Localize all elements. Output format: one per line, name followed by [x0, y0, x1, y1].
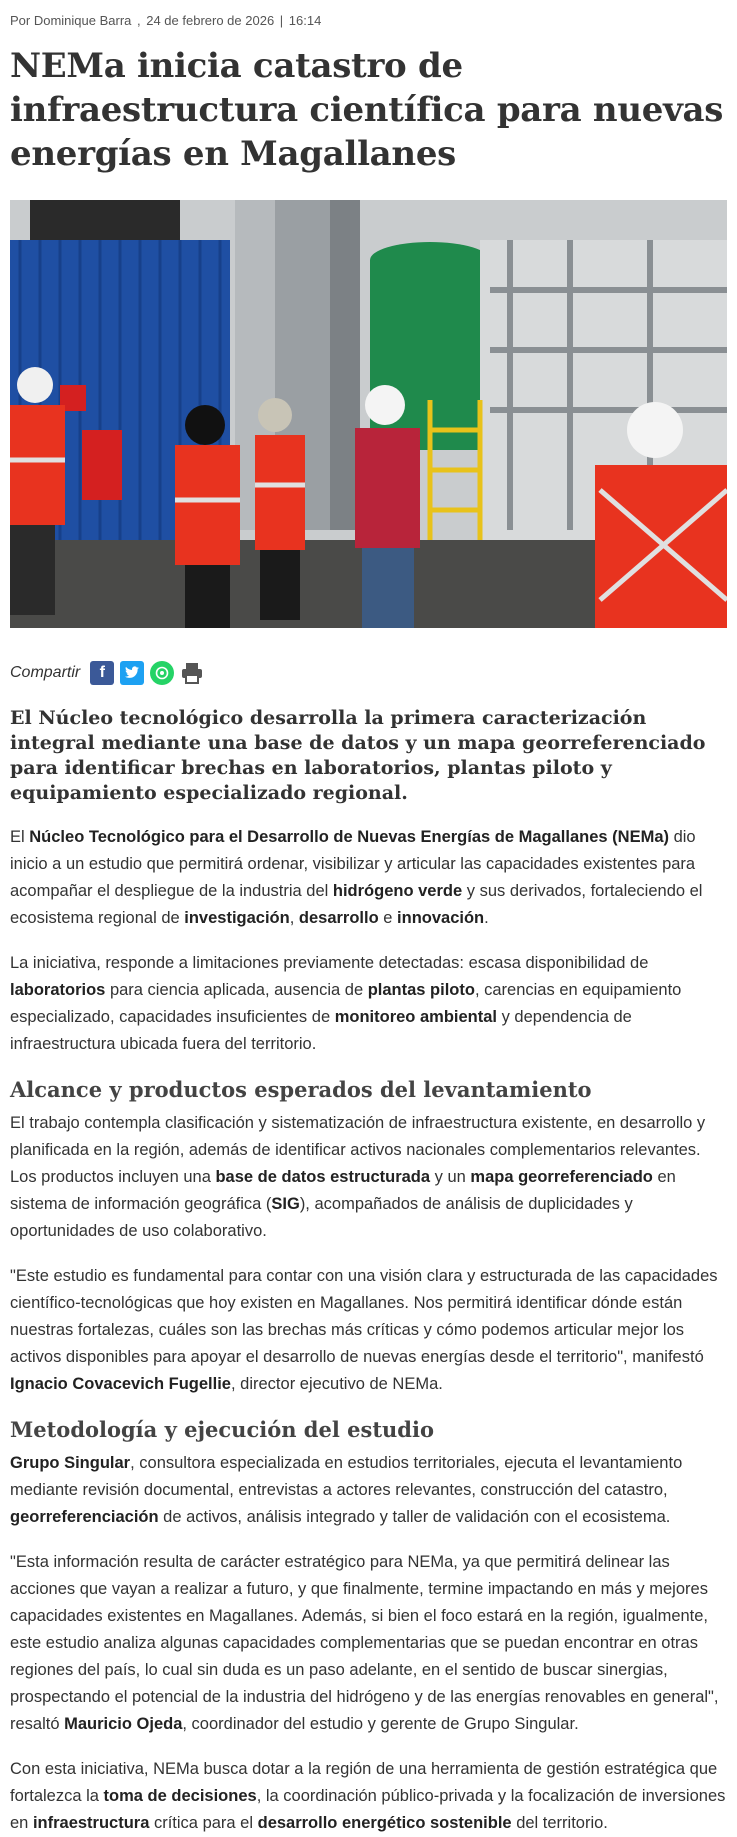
- twitter-icon[interactable]: [120, 661, 144, 685]
- byline: Por Dominique Barra , 24 de febrero de 2026 | 16:14: [10, 13, 322, 28]
- author: Por Dominique Barra: [10, 13, 132, 28]
- share-bar: [10, 658, 727, 688]
- subheading-methodology: Metodología y ejecución del estudio: [10, 1417, 434, 1442]
- paragraph-6-quote: "Esta información resulta de carácter estratégico para NEMa, ya que permitirá delinear las acciones que vayan a realizar a futuro, y que finalmente, termine impactando en más y mejores capacidades existentes en Magallanes. Además, si bien el foco estará en la región, igualmente, este estudio analiza algunas capacidades complementarias que se puedan encontrar en otras regiones del país, lo cual sin duda es un paso adelante, en el sentido de buscar sinergias, prospectando el potencial de la industria del hidrógeno y de las energías renovables en general", resaltó Mauricio Ojeda, coordinador del estudio y gerente de Grupo Singular.: [10, 1553, 719, 1733]
- paragraph-1: El Núcleo Tecnológico para el Desarrollo de Nuevas Energías de Magallanes (NEMa) dio inicio a un estudio que permitirá ordenar, visibilizar y articular las capacidades existentes para acompañar el despliegue de la industria del hidrógeno verde y sus derivados, fortaleciendo el ecosistema regional de investigación, desarrollo e innovación.: [10, 828, 703, 927]
- headline: NEMa inicia catastro de infraestructura científica para nuevas energías en Magallanes: [10, 46, 724, 174]
- paragraph-2: La iniciativa, responde a limitaciones previamente detectadas: escasa disponibilidad de laboratorios para ciencia aplicada, ausencia de plantas piloto, carencias en equipamiento especializado, capacidades insuficientes de monitoreo ambiental y dependencia de infraestructura ubicada fuera del territorio.: [10, 954, 682, 1053]
- share-label: Compartir: [10, 664, 81, 681]
- facebook-icon[interactable]: f: [90, 661, 114, 685]
- paragraph-7: Con esta iniciativa, NEMa busca dotar a la región de una herramienta de gestión estratégica que fortalezca la toma de decisiones, la coordinación público-privada y la focalización de inversiones en infraestructura crítica para el desarrollo energético sostenible del territorio.: [10, 1760, 726, 1832]
- date: 24 de febrero de 2026: [146, 13, 275, 28]
- print-icon[interactable]: [180, 661, 204, 685]
- article-photo: [10, 200, 727, 628]
- lead-paragraph: El Núcleo tecnológico desarrolla la primera caracterización integral mediante una base de datos y un mapa georreferenciado para identificar brechas en laboratorios, plantas piloto y equipamiento especializado regional.: [10, 707, 706, 804]
- paragraph-4-quote: "Este estudio es fundamental para contar con una visión clara y estructurada de las capacidades científico-tecnológicas que hoy existen en Magallanes. Nos permitirá identificar dónde están nuestras fortalezas, cuáles son las brechas más críticas y cómo podemos articular mejor los activos disponibles para apoyar el desarrollo de nuevas energías desde el territorio", manifestó Ignacio Covacevich Fugellie, director ejecutivo de NEMa.: [10, 1267, 718, 1393]
- paragraph-3: El trabajo contempla clasificación y sistematización de infraestructura existente, en desarrollo y planificada en la región, además de identificar activos nacionales complementarios relevantes. Los productos incluyen una base de datos estructurada y un mapa georreferenciado en sistema de información geográfica (SIG), acompañados de análisis de duplicidades y oportunidades de uso colaborativo.: [10, 1114, 706, 1240]
- whatsapp-icon[interactable]: [150, 661, 174, 685]
- paragraph-5: Grupo Singular, consultora especializada en estudios territoriales, ejecuta el levantamiento mediante revisión documental, entrevistas a actores relevantes, construcción del catastro, georreferenciación de activos, análisis integrado y taller de validación con el ecosistema.: [10, 1454, 683, 1526]
- subheading-scope: Alcance y productos esperados del levantamiento: [10, 1077, 592, 1102]
- time: 16:14: [288, 13, 322, 28]
